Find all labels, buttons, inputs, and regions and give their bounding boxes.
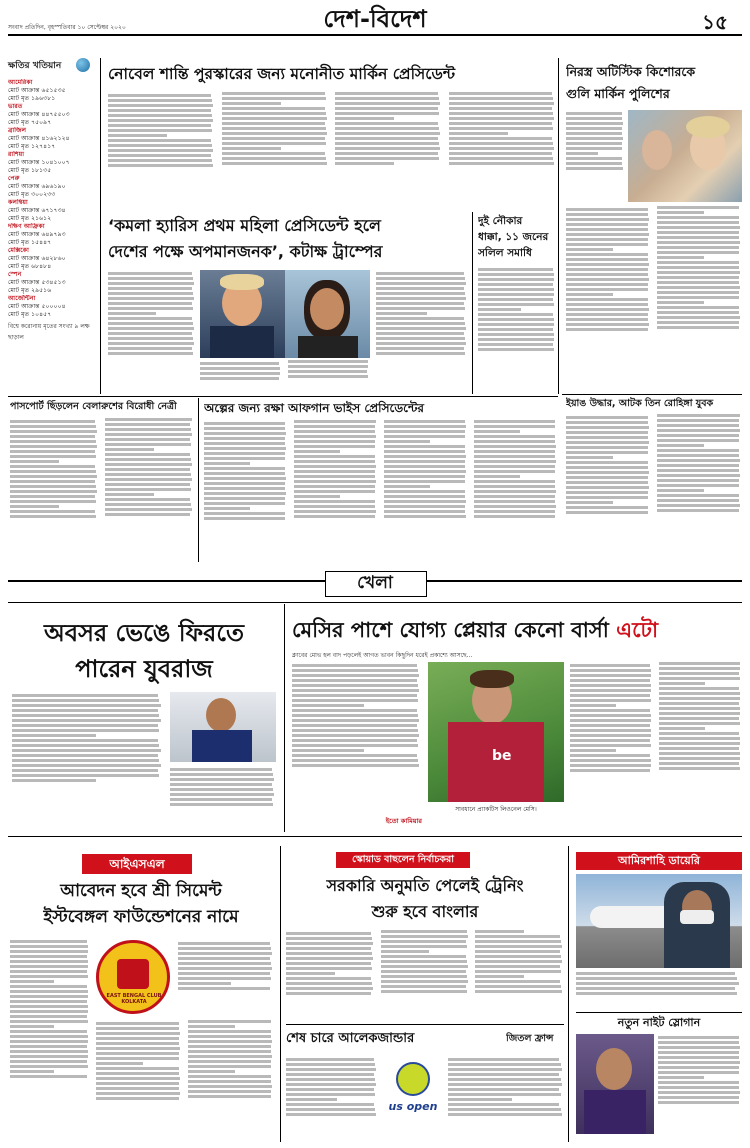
sidebar-country: মেক্সিকো <box>8 247 29 254</box>
messi-body-1 <box>292 662 422 812</box>
yuvraj-photo <box>170 692 276 762</box>
sidebar-country: আর্জেন্টিনা <box>8 295 36 302</box>
kamala-body-left <box>108 270 196 390</box>
autistic-headline-2: গুলি মার্কিন পুলিশের <box>566 86 670 101</box>
masthead-info: সংবাদ প্রতিদিন, বৃহস্পতিবার ১০ সেপ্টেম্বর ২০২০ <box>8 24 126 31</box>
mother-son-photo <box>628 110 742 202</box>
alexander-body-2 <box>448 1056 564 1142</box>
yuvraj-headline-2: পারেন যুবরাজ <box>75 655 213 683</box>
rohingya-headline: ইয়াঙ উদ্ধার, আটক তিন রোহিঙ্গা যুবক <box>566 398 714 409</box>
kamala-headline-2: দেশের পক্ষে অপমানজনক’, কটাক্ষ ট্রাম্পের <box>108 242 383 261</box>
knight-body <box>658 1034 742 1134</box>
jitol-headline: জিতল ফ্রান্স <box>506 1033 554 1044</box>
sidebar-country: স্পেন <box>8 271 22 278</box>
aamirshahi-caption: নতুন নাইট স্লোগান <box>617 1016 701 1029</box>
sidebar-cases: মোট আক্রান্ত ৬৯৬১৯০ <box>8 183 66 190</box>
sidebar-cases: মোট আক্রান্ত ৪১৬২১২৪ <box>8 135 70 142</box>
autistic-body-1 <box>566 110 624 200</box>
sidebar-cases: মোট আক্রান্ত ৬৭১৭৩৪ <box>8 207 66 214</box>
sidebar-country: ভারত <box>8 103 23 110</box>
us-open-logo-text: us open <box>388 1100 438 1113</box>
bengal-label: স্কোয়াড বাছলেন নির্বাচকরা <box>336 852 470 868</box>
aamirshahi-label: আমিরশাহি ডায়েরি <box>576 852 742 870</box>
messi-body-2 <box>570 662 742 818</box>
sidebar-deaths: মোট মৃত ১৮১৩৫ <box>8 167 52 174</box>
landslide-headline-1: দুই নৌকার <box>478 215 523 227</box>
page-number: ১৫ <box>702 10 728 34</box>
sidebar-deaths: মোট মৃত ৭৫০৯৭ <box>8 119 52 126</box>
knight-player-photo <box>576 1034 654 1134</box>
nobel-body <box>108 92 556 202</box>
sidebar-deaths: মোট মৃত ১২৭৪১৭ <box>8 143 56 150</box>
flight-photo <box>576 874 742 968</box>
sidebar-country: রাশিয়া <box>8 151 25 158</box>
sidebar-cases: মোট আক্রান্ত ৬৫১৫৩৫ <box>8 87 66 94</box>
autistic-body-2 <box>566 206 742 382</box>
kamala-body-right <box>376 270 468 390</box>
sidebar-cases: মোট আক্রান্ত ৫০০০০৪ <box>8 303 66 310</box>
yuvraj-headline-1: অবসর ভেঙে ফিরতে <box>43 619 245 647</box>
isl-headline-2: ইস্টবেঙ্গল ফাউন্ডেশনের নামে <box>43 907 239 927</box>
sidebar-title: ক্ষতির খতিয়ান <box>8 61 62 71</box>
sidebar-country: কলম্বিয়া <box>8 199 28 206</box>
isl-body-2 <box>178 940 274 1014</box>
messi-headline-accent: এটো <box>616 618 659 642</box>
sidebar-cases: মোট আক্রান্ত ৬৪৯৭৯৩ <box>8 231 66 238</box>
messi-headline-main: মেসির পাশে যোগ্য প্লেয়ার কেনো বার্সা <box>292 618 609 642</box>
kamala-body-caption <box>200 360 370 390</box>
bengal-headline-2: শুরু হবে বাংলার <box>371 902 479 921</box>
yuvraj-body-2 <box>170 766 276 822</box>
covid-sidebar <box>8 58 98 394</box>
globe-icon <box>76 58 90 72</box>
passport-headline: পাসপোর্ট ছিঁড়লেন বেলারুশের বিরোধী নেত্রী <box>10 401 177 412</box>
trump-harris-photo <box>200 270 370 358</box>
messi-deck: ক্লাবের মোভ হল বাদ পড়লেই আগত ভাবন কিছুদিন ধরেই প্রকাশ্যে আসছে... <box>292 652 473 659</box>
yuvraj-body-1 <box>12 692 164 822</box>
rohingya-body <box>566 414 742 560</box>
sidebar-deaths: মোট মৃত ২৯৫১৬ <box>8 287 52 294</box>
bengal-headline-1: সরকারি অনুমতি পেলেই ট্রেনিং <box>326 876 524 895</box>
sidebar-deaths: মোট মৃত ১০৪৫৭ <box>8 311 52 318</box>
landslide-headline-2: ধাক্কা, ১১ জনের <box>478 231 549 243</box>
isl-label: আইএসএল <box>82 854 192 874</box>
autistic-headline-1: নিরস্ত্র অটিস্টিক কিশোরকে <box>566 64 696 79</box>
sidebar-country: ব্রাজিল <box>8 127 27 134</box>
alexander-headline: শেষ চারে আলেকজান্ডার <box>286 1031 415 1046</box>
landslide-headline-3: সলিল সমাধি <box>478 247 532 259</box>
sidebar-list <box>8 79 98 319</box>
isl-body-1 <box>10 938 90 1134</box>
section-title: দেশ-বিদেশ <box>323 5 427 33</box>
aamirshahi-body <box>576 970 742 1010</box>
sidebar-cases: মোট আক্রান্ত ৬৪২৮৬০ <box>8 255 66 262</box>
passport-body <box>10 418 194 560</box>
sidebar-country: পেরু <box>8 175 20 182</box>
sidebar-deaths: মোট মৃত ২১৬১২ <box>8 215 52 222</box>
nobel-headline: নোবেল শান্তি পুরস্কারের জন্য মনোনীত মার্কিন প্রেসিডেন্ট <box>108 65 456 83</box>
alexander-body-1 <box>286 1056 378 1142</box>
landslide-body <box>478 266 556 390</box>
afghan-body <box>204 420 558 560</box>
sports-section-label: খেলা <box>357 573 393 593</box>
bengal-body <box>286 930 564 1022</box>
messi-byline: ইতো কামিয়ার <box>385 817 422 825</box>
sidebar-deaths: মোট মৃত ১৯৬৩৮১ <box>8 95 56 102</box>
sidebar-country: আমেরিকা <box>8 79 33 86</box>
sidebar-cases: মোট আক্রান্ত ৪৪৭৫৫০৩ <box>8 111 70 118</box>
tennis-ball-icon <box>396 1062 430 1096</box>
messi-headline <box>292 614 742 646</box>
kamala-headline-1: ‘কমলা হ্যারিস প্রথম মহিলা প্রেসিডেন্ট হলে <box>108 216 381 235</box>
afghan-headline: অল্পের জন্য রক্ষা আফগান ভাইস প্রেসিডেন্টের <box>204 401 425 415</box>
sidebar-deaths: মোট মৃত ৬৮৪৮৪ <box>8 263 52 270</box>
messi-photo: be <box>428 662 564 802</box>
us-open-logo <box>382 1062 444 1120</box>
sidebar-cases: মোট আক্রান্ত ১০৪১০০৭ <box>8 159 70 166</box>
isl-body-3 <box>96 1020 274 1134</box>
masthead <box>0 0 750 38</box>
sidebar-country: দক্ষিণ আফ্রিকা <box>8 223 45 230</box>
isl-headline-1: আবেদন হবে শ্রী সিমেন্ট <box>60 881 222 901</box>
sidebar-deaths: মোট মৃত ১৫৪৪৭ <box>8 239 52 246</box>
sidebar-cases: মোট আক্রান্ত ৫৩৪৫১৩ <box>8 279 66 286</box>
east-bengal-logo-text: EAST BENGAL CLUB KOLKATA <box>106 993 162 1005</box>
east-bengal-logo <box>96 940 170 1014</box>
sidebar-note: বিশ্বে করোনায় মৃতের সংখ্যা ৯ লক্ষ ছাড়াল <box>8 323 90 341</box>
messi-caption: সাবধানে প্র্যাকটিস লিওনেল মেসি। <box>455 806 537 813</box>
sidebar-deaths: মোট মৃত ৩০০২৩৩ <box>8 191 56 198</box>
